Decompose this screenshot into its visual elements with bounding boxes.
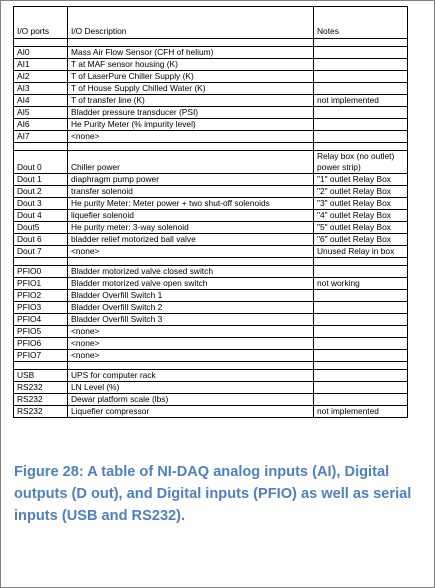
notes-cell xyxy=(314,47,408,59)
table-row xyxy=(14,234,408,246)
port-cell: PFIO7 xyxy=(14,350,68,362)
description-cell: <none> xyxy=(68,326,314,338)
port-cell: AI1 xyxy=(14,59,68,71)
table-row xyxy=(14,350,408,362)
description-cell: Bladder motorized valve closed switch xyxy=(68,266,314,278)
spacer-cell xyxy=(14,362,68,370)
port-cell: USB xyxy=(14,370,68,382)
description-cell: T at MAF sensor housing (K) xyxy=(68,59,314,71)
header-description: I/O Description xyxy=(68,7,314,39)
port-cell: PFIO6 xyxy=(14,338,68,350)
table-header-row xyxy=(14,7,408,39)
notes-cell xyxy=(314,107,408,119)
description-cell: Dewar platform scale (lbs) xyxy=(68,394,314,406)
header-ports: I/O ports xyxy=(14,7,68,39)
notes-cell xyxy=(314,59,408,71)
port-cell: Dout 2 xyxy=(14,186,68,198)
notes-cell: not implemented xyxy=(314,95,408,107)
notes-cell: Unused Relay in box xyxy=(314,246,408,258)
table-row xyxy=(14,47,408,59)
port-cell: PFIO0 xyxy=(14,266,68,278)
spacer-cell xyxy=(68,39,314,47)
port-cell: AI2 xyxy=(14,71,68,83)
port-cell: AI0 xyxy=(14,47,68,59)
notes-cell xyxy=(314,131,408,143)
notes-cell xyxy=(314,338,408,350)
table-row xyxy=(14,107,408,119)
description-cell: Bladder Overfill Switch 2 xyxy=(68,302,314,314)
notes-cell: "1" outlet Relay Box xyxy=(314,174,408,186)
table-row xyxy=(14,131,408,143)
notes-cell xyxy=(314,290,408,302)
table-row xyxy=(14,406,408,418)
port-cell: AI3 xyxy=(14,83,68,95)
notes-cell: "6" outlet Relay Box xyxy=(314,234,408,246)
notes-cell xyxy=(314,314,408,326)
table-row xyxy=(14,186,408,198)
spacer-cell xyxy=(314,39,408,47)
table-row xyxy=(14,370,408,382)
table-spacer-row xyxy=(14,362,408,370)
table-row xyxy=(14,326,408,338)
port-cell: PFIO3 xyxy=(14,302,68,314)
port-cell: Dout 6 xyxy=(14,234,68,246)
description-cell: Mass Air Flow Sensor (CFH of helium) xyxy=(68,47,314,59)
description-cell: <none> xyxy=(68,246,314,258)
port-cell: PFIO2 xyxy=(14,290,68,302)
description-cell: <none> xyxy=(68,131,314,143)
description-cell: He purity Meter: Meter power + two shut-off solenoids xyxy=(68,198,314,210)
notes-cell xyxy=(314,394,408,406)
figure-caption: Figure 28: A table of NI-DAQ analog inputs (AI), Digital outputs (D out), and Digital inputs (PFIO) as well as serial inputs (USB and RS232). xyxy=(14,464,412,524)
table-row xyxy=(14,59,408,71)
notes-cell xyxy=(314,83,408,95)
port-cell: Dout5 xyxy=(14,222,68,234)
port-cell: RS232 xyxy=(14,382,68,394)
notes-cell xyxy=(314,71,408,83)
notes-cell xyxy=(314,119,408,131)
notes-cell: not working xyxy=(314,278,408,290)
table-spacer-row xyxy=(14,258,408,266)
notes-cell: Relay box (no outlet) power strip) xyxy=(314,151,408,174)
description-cell: UPS for computer rack xyxy=(68,370,314,382)
table-row xyxy=(14,246,408,258)
port-cell: Dout 3 xyxy=(14,198,68,210)
table-spacer-row xyxy=(14,39,408,47)
port-cell: PFIO1 xyxy=(14,278,68,290)
notes-cell xyxy=(314,302,408,314)
notes-cell: not implemented xyxy=(314,406,408,418)
description-cell: transfer solenoid xyxy=(68,186,314,198)
table-row xyxy=(14,394,408,406)
io-table-body xyxy=(14,7,408,418)
port-cell: Dout 7 xyxy=(14,246,68,258)
port-cell: AI5 xyxy=(14,107,68,119)
notes-cell: "2" outlet Relay Box xyxy=(314,186,408,198)
table-row xyxy=(14,83,408,95)
description-cell: Bladder pressure transducer (PSI) xyxy=(68,107,314,119)
notes-cell xyxy=(314,266,408,278)
port-cell: Dout 1 xyxy=(14,174,68,186)
spacer-cell xyxy=(68,362,314,370)
port-cell: AI7 xyxy=(14,131,68,143)
spacer-cell xyxy=(314,143,408,151)
spacer-cell xyxy=(314,362,408,370)
description-cell: <none> xyxy=(68,338,314,350)
description-cell: bladder relief motorized ball valve xyxy=(68,234,314,246)
table-row xyxy=(14,210,408,222)
table-row xyxy=(14,95,408,107)
description-cell: He purity meter: 3-way solenoid xyxy=(68,222,314,234)
port-cell: Dout 0 xyxy=(14,151,68,174)
description-cell: T of LaserPure Chiller Supply (K) xyxy=(68,71,314,83)
table-row xyxy=(14,119,408,131)
port-cell: AI4 xyxy=(14,95,68,107)
table-row xyxy=(14,382,408,394)
description-cell: LN Level (%) xyxy=(68,382,314,394)
spacer-cell xyxy=(68,258,314,266)
description-cell: Liquefier compressor xyxy=(68,406,314,418)
notes-cell: "5" outlet Relay Box xyxy=(314,222,408,234)
description-cell: liquefier solenoid xyxy=(68,210,314,222)
table-row xyxy=(14,278,408,290)
table-row xyxy=(14,71,408,83)
table-row xyxy=(14,338,408,350)
spacer-cell xyxy=(14,39,68,47)
spacer-cell xyxy=(14,143,68,151)
port-cell: PFIO5 xyxy=(14,326,68,338)
description-cell: He Purity Meter (% impurity level) xyxy=(68,119,314,131)
port-cell: Dout 4 xyxy=(14,210,68,222)
header-notes: Notes xyxy=(314,7,408,39)
port-cell: PFIO4 xyxy=(14,314,68,326)
description-cell: Bladder motorized valve open switch xyxy=(68,278,314,290)
table-row xyxy=(14,174,408,186)
port-cell: AI6 xyxy=(14,119,68,131)
notes-cell xyxy=(314,370,408,382)
table-row xyxy=(14,198,408,210)
table-row xyxy=(14,222,408,234)
description-cell: diaphragm pump power xyxy=(68,174,314,186)
notes-cell: "4" outlet Relay Box xyxy=(314,210,408,222)
description-cell: Bladder Overfill Switch 3 xyxy=(68,314,314,326)
spacer-cell xyxy=(68,143,314,151)
notes-cell xyxy=(314,382,408,394)
port-cell: RS232 xyxy=(14,394,68,406)
spacer-cell xyxy=(314,258,408,266)
description-cell: Bladder Overfill Switch 1 xyxy=(68,290,314,302)
table-row xyxy=(14,314,408,326)
table-spacer-row xyxy=(14,143,408,151)
description-cell: <none> xyxy=(68,350,314,362)
description-cell: T of transfer line (K) xyxy=(68,95,314,107)
table-row xyxy=(14,151,408,174)
description-cell: Chiller power xyxy=(68,151,314,174)
table-row xyxy=(14,302,408,314)
table-row xyxy=(14,266,408,278)
spacer-cell xyxy=(14,258,68,266)
notes-cell xyxy=(314,350,408,362)
description-cell: T of House Supply Chilled Water (K) xyxy=(68,83,314,95)
notes-cell: "3" outlet Relay Box xyxy=(314,198,408,210)
io-table xyxy=(13,6,408,418)
port-cell: RS232 xyxy=(14,406,68,418)
notes-cell xyxy=(314,326,408,338)
table-row xyxy=(14,290,408,302)
